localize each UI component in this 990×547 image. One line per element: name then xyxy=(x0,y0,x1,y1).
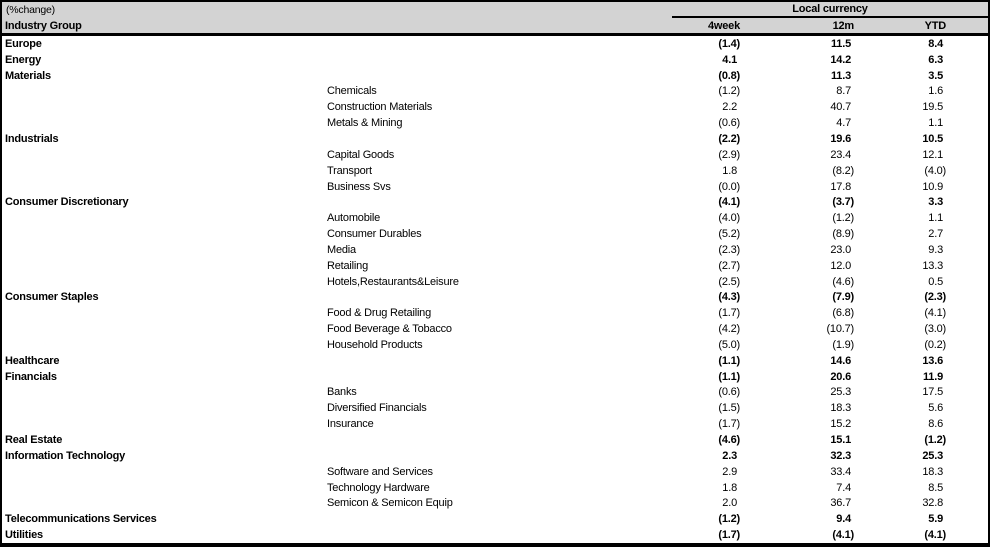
value-12m: (3.7) xyxy=(832,196,854,209)
value-4week: (2.5) xyxy=(718,275,740,288)
value-4week: (4.2) xyxy=(718,323,740,336)
row-label: Consumer Durables xyxy=(327,228,422,241)
row-label: Real Estate xyxy=(5,434,63,447)
value-12m: 15.2 xyxy=(830,418,851,431)
table-row xyxy=(2,242,988,258)
value-12m: 18.3 xyxy=(830,402,851,415)
row-label: Diversified Financials xyxy=(327,402,427,415)
row-label: Transport xyxy=(327,164,372,177)
row-label: Hotels,Restaurants&Leisure xyxy=(327,275,459,288)
value-ytd: 9.3 xyxy=(928,243,943,256)
table-row xyxy=(2,210,988,226)
value-ytd: 17.5 xyxy=(922,386,943,399)
row-label: Food Beverage & Tobacco xyxy=(327,323,452,336)
value-ytd: 1.1 xyxy=(928,117,943,130)
table-row xyxy=(2,68,988,84)
value-ytd: 1.6 xyxy=(928,85,943,98)
value-4week: (1.5) xyxy=(718,402,740,415)
row-label: Metals & Mining xyxy=(327,117,403,130)
value-12m: 8.7 xyxy=(836,85,851,98)
value-12m: 14.6 xyxy=(830,354,851,367)
value-12m: 11.5 xyxy=(830,37,851,50)
value-ytd: 10.5 xyxy=(922,132,943,145)
table-row xyxy=(2,511,988,527)
row-label: Capital Goods xyxy=(327,148,395,161)
value-ytd: 8.4 xyxy=(928,37,943,50)
value-ytd: 0.5 xyxy=(928,275,943,288)
value-12m: (1.2) xyxy=(832,212,854,225)
value-4week: (5.2) xyxy=(718,228,740,241)
value-ytd: 25.3 xyxy=(922,449,943,462)
value-ytd: 5.6 xyxy=(928,402,943,415)
value-4week: 1.8 xyxy=(722,481,737,494)
value-12m: 40.7 xyxy=(830,101,851,114)
industry-group-header: Industry Group xyxy=(5,19,82,32)
value-12m: 14.2 xyxy=(830,53,851,66)
column-header-4week: 4week xyxy=(707,19,740,32)
table-row xyxy=(2,385,988,401)
value-4week: (2.3) xyxy=(718,243,740,256)
table-row xyxy=(2,258,988,274)
value-4week: (1.2) xyxy=(718,85,740,98)
value-4week: (2.9) xyxy=(718,148,740,161)
value-ytd: 5.9 xyxy=(928,513,943,526)
table-row xyxy=(2,179,988,195)
value-4week: (0.0) xyxy=(718,180,740,193)
value-12m: 15.1 xyxy=(830,434,851,447)
percent-change-label: (%change) xyxy=(6,4,55,16)
table-row xyxy=(2,353,988,369)
value-ytd: 2.7 xyxy=(928,228,943,241)
value-ytd: 8.6 xyxy=(928,418,943,431)
value-4week: (2.2) xyxy=(718,132,740,145)
value-4week: (0.6) xyxy=(718,117,740,130)
table-body xyxy=(2,36,988,543)
value-ytd: 32.8 xyxy=(922,497,943,510)
value-ytd: 6.3 xyxy=(928,53,943,66)
row-label: Materials xyxy=(5,69,51,82)
value-12m: 7.4 xyxy=(836,481,851,494)
row-label: Healthcare xyxy=(5,354,60,367)
table-row xyxy=(2,84,988,100)
value-ytd: (4.0) xyxy=(924,164,946,177)
column-header-12m: 12m xyxy=(832,19,854,32)
value-4week: (1.2) xyxy=(718,513,740,526)
value-12m: 19.6 xyxy=(830,132,851,145)
value-12m: 23.4 xyxy=(830,148,851,161)
value-12m: (4.1) xyxy=(832,529,854,542)
value-4week: (0.6) xyxy=(718,386,740,399)
column-header-row xyxy=(2,18,988,33)
row-label: Household Products xyxy=(327,338,423,351)
table-row xyxy=(2,400,988,416)
row-label: Information Technology xyxy=(5,449,126,462)
value-4week: 2.2 xyxy=(722,101,737,114)
value-12m: (1.9) xyxy=(832,338,854,351)
value-ytd: (4.1) xyxy=(924,307,946,320)
table-row xyxy=(2,337,988,353)
value-4week: (4.1) xyxy=(718,196,740,209)
value-4week: (1.4) xyxy=(718,37,740,50)
table-row xyxy=(2,274,988,290)
table-row xyxy=(2,99,988,115)
value-12m: (8.9) xyxy=(832,228,854,241)
value-12m: 20.6 xyxy=(830,370,851,383)
table-row xyxy=(2,115,988,131)
table-row xyxy=(2,290,988,306)
value-ytd: 18.3 xyxy=(922,465,943,478)
table-row xyxy=(2,495,988,511)
value-12m: 17.8 xyxy=(830,180,851,193)
table-row xyxy=(2,448,988,464)
value-ytd: 12.1 xyxy=(922,148,943,161)
value-ytd: (3.0) xyxy=(924,323,946,336)
value-4week: (1.7) xyxy=(718,529,740,542)
value-4week: (1.7) xyxy=(718,418,740,431)
row-label: Construction Materials xyxy=(327,101,433,114)
table-row xyxy=(2,52,988,68)
value-12m: (4.6) xyxy=(832,275,854,288)
row-label: Automobile xyxy=(327,212,381,225)
row-label: Software and Services xyxy=(327,465,433,478)
value-ytd: (4.1) xyxy=(924,529,946,542)
value-12m: 32.3 xyxy=(830,449,851,462)
value-ytd: (2.3) xyxy=(924,291,946,304)
value-4week: (1.7) xyxy=(718,307,740,320)
table-row xyxy=(2,369,988,385)
table-row xyxy=(2,480,988,496)
value-ytd: 19.5 xyxy=(922,101,943,114)
value-12m: 25.3 xyxy=(830,386,851,399)
table-row xyxy=(2,464,988,480)
column-header-ytd: YTD xyxy=(924,19,946,32)
row-label: Retailing xyxy=(327,259,369,272)
value-12m: (10.7) xyxy=(826,323,854,336)
value-4week: (1.1) xyxy=(718,370,740,383)
value-12m: 12.0 xyxy=(830,259,851,272)
table-header xyxy=(2,2,988,36)
table-row xyxy=(2,416,988,432)
value-4week: 4.1 xyxy=(722,53,737,66)
row-label: Food & Drug Retailing xyxy=(327,307,432,320)
value-ytd: 3.3 xyxy=(928,196,943,209)
value-ytd: 11.9 xyxy=(922,370,943,383)
value-4week: 2.0 xyxy=(722,497,737,510)
value-12m: 9.4 xyxy=(836,513,851,526)
table-row xyxy=(2,321,988,337)
value-ytd: 1.1 xyxy=(928,212,943,225)
value-12m: (8.2) xyxy=(832,164,854,177)
value-4week: (2.7) xyxy=(718,259,740,272)
row-label: Energy xyxy=(5,53,42,66)
table-row xyxy=(2,305,988,321)
value-4week: (5.0) xyxy=(718,338,740,351)
value-12m: 23.0 xyxy=(830,243,851,256)
table-row xyxy=(2,226,988,242)
value-12m: 4.7 xyxy=(836,117,851,130)
value-ytd: (1.2) xyxy=(924,434,946,447)
row-label: Telecommunications Services xyxy=(5,513,157,526)
table-row xyxy=(2,194,988,210)
row-label: Business Svs xyxy=(327,180,391,193)
value-12m: 11.3 xyxy=(830,69,851,82)
value-12m: (7.9) xyxy=(832,291,854,304)
value-4week: 2.9 xyxy=(722,465,737,478)
row-label: Semicon & Semicon Equip xyxy=(327,497,453,510)
table-row xyxy=(2,432,988,448)
row-label: Consumer Discretionary xyxy=(5,196,129,209)
table-row xyxy=(2,163,988,179)
value-ytd: 13.3 xyxy=(922,259,943,272)
value-ytd: 10.9 xyxy=(922,180,943,193)
row-label: Europe xyxy=(5,37,42,50)
row-label: Banks xyxy=(327,386,357,399)
row-label: Chemicals xyxy=(327,85,377,98)
value-12m: 33.4 xyxy=(830,465,851,478)
row-label: Insurance xyxy=(327,418,374,431)
table-row xyxy=(2,131,988,147)
row-label: Consumer Staples xyxy=(5,291,99,304)
value-ytd: 13.6 xyxy=(922,354,943,367)
local-currency-header: Local currency xyxy=(672,2,988,18)
value-12m: (6.8) xyxy=(832,307,854,320)
value-12m: 36.7 xyxy=(830,497,851,510)
row-label: Technology Hardware xyxy=(327,481,430,494)
value-4week: (0.8) xyxy=(718,69,740,82)
table-row xyxy=(2,527,988,543)
value-ytd: 3.5 xyxy=(928,69,943,82)
row-label: Utilities xyxy=(5,529,43,542)
value-4week: (4.6) xyxy=(718,434,740,447)
value-4week: 1.8 xyxy=(722,164,737,177)
value-ytd: 8.5 xyxy=(928,481,943,494)
value-ytd: (0.2) xyxy=(924,338,946,351)
table-row xyxy=(2,36,988,52)
row-label: Industrials xyxy=(5,132,59,145)
value-4week: (1.1) xyxy=(718,354,740,367)
row-label: Media xyxy=(327,243,356,256)
table-row xyxy=(2,147,988,163)
value-4week: (4.3) xyxy=(718,291,740,304)
value-4week: 2.3 xyxy=(722,449,737,462)
value-4week: (4.0) xyxy=(718,212,740,225)
row-label: Financials xyxy=(5,370,57,383)
